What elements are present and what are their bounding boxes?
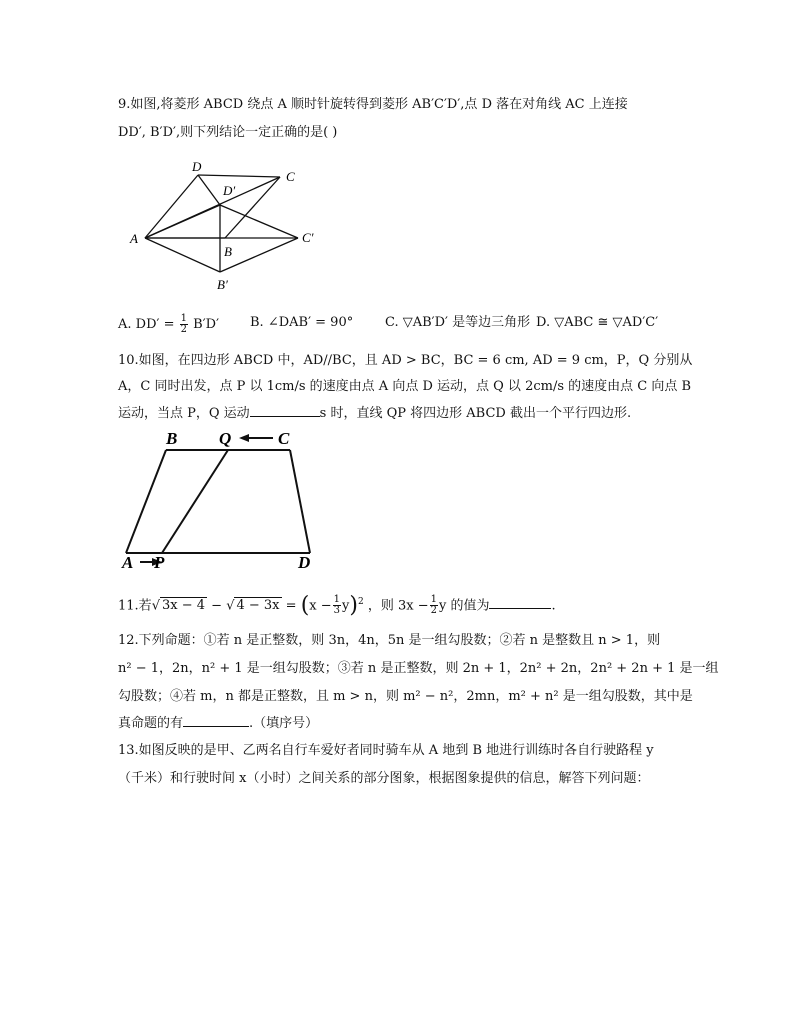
q9-label-C: C [286, 169, 295, 184]
q9-line1: 9.如图,将菱形 ABCD 绕点 A 顺时针旋转得到菱形 AB′C′D′,点 D 落在对角线 AC 上连接 [118, 97, 628, 112]
q9-label-B-prime: B′ [217, 277, 228, 292]
q13-line1: 13.如图反映的是甲、乙两名自行车爱好者同时骑车从 A 地到 B 地进行训练时各自行驶路程 y [118, 743, 654, 758]
q9-rhombus-figure [120, 155, 340, 295]
q12-line4 [118, 714, 318, 733]
q9-option-a-fraction [180, 314, 188, 335]
q11-fraction-2-num: 1 [430, 594, 437, 606]
q10-label-B: B [166, 429, 178, 448]
q11-end: . [551, 598, 556, 614]
q9-option-b: B. ∠DAB′ = 90° [250, 315, 354, 330]
q12-line1: 12.下列命题：①若 n 是正整数，则 3n，4n，5n 是一组勾股数；②若 n 是整数且 n > 1，则 [118, 633, 661, 648]
q11-fraction-1-den: 3 [333, 605, 341, 617]
q11-answer-blank[interactable] [489, 596, 551, 609]
q9-option-a-denominator: 2 [180, 324, 187, 335]
q11-equals: = [281, 598, 301, 614]
q11-middle: ，则 3x − [367, 598, 429, 614]
q11-fraction-1-num: 1 [333, 594, 341, 606]
q10-line3-start: 运动，当点 P，Q 运动 [118, 406, 250, 421]
q10-label-C: C [278, 429, 290, 448]
q11-exponent: 2 [357, 597, 364, 607]
q10-trapezoid-figure [118, 428, 328, 573]
q9-line2: DD′, B′D′,则下列结论一定正确的是( ) [118, 125, 338, 140]
q11-paren-b: y [342, 598, 350, 614]
q9-option-c: C. ▽AB′D′ 是等边三角形 [385, 315, 531, 330]
q12-answer-blank[interactable] [183, 714, 249, 727]
q11-radical-1: 3x − 4 [161, 598, 206, 614]
q9-label-A: A [130, 231, 138, 246]
q9-label-D: D [192, 159, 202, 174]
q12-line4-end: .（填序号） [249, 716, 319, 731]
q11-paren-a: x − [309, 598, 332, 614]
q9-option-a-suffix: B′D′ [193, 317, 220, 332]
q9-option-d: D. ▽ABC ≅ ▽AD′C′ [536, 315, 659, 330]
q12-line3: 勾股数；④若 m，n 都是正整数，且 m > n，则 m² − n²，2mn，m² + n² 是一组勾股数，其中是 [118, 689, 693, 704]
q10-line1: 10.如图，在四边形 ABCD 中，AD//BC，且 AD > BC，BC = 6 cm, AD = 9 cm，P，Q 分别从 [118, 353, 693, 368]
q10-line2: A，C 同时出发，点 P 以 1cm/s 的速度由点 A 向点 D 运动，点 Q 以 2cm/s 的速度由点 C 向点 B [118, 379, 692, 394]
q11-minus: − [207, 598, 227, 614]
q10-label-D: D [298, 553, 311, 572]
q11-radical-2: 4 − 3x [236, 598, 280, 614]
q12-line2: n² − 1，2n，n² + 1 是一组勾股数；③若 n 是正整数，则 2n + 1，2n² + 2n，2n² + 2n + 1 是一组 [118, 661, 719, 676]
q11-tail: y 的值为 [438, 598, 490, 614]
q9-label-C-prime: C′ [302, 230, 314, 245]
q10-line3 [118, 404, 631, 423]
q11-fraction-2-den: 2 [430, 605, 437, 617]
q10-line3-end: s 时，直线 QP 将四边形 ABCD 截出一个平行四边形. [319, 406, 632, 421]
q9-option-a-prefix: A. DD′ = [118, 317, 175, 332]
q11-fraction-2 [430, 595, 438, 616]
q11-prefix: 11.若 [118, 598, 152, 614]
q11-fraction-1 [333, 595, 341, 616]
q10-label-A: A [122, 553, 134, 572]
q12-line4-start: 真命题的有 [118, 716, 184, 731]
q9-option-a [118, 314, 219, 335]
q10-label-P: P [154, 553, 165, 572]
q10-label-Q: Q [219, 429, 232, 448]
q9-label-B: B [224, 244, 232, 259]
q9-label-D-prime: D′ [223, 183, 236, 198]
q9-option-a-numerator: 1 [180, 313, 187, 324]
q13-line2: （千米）和行驶时间 x（小时）之间关系的部分图象，根据图象提供的信息，解答下列问题： [118, 771, 650, 786]
q11-line: 11.若√ 3x − 4 − √ 4 − 3x = (x − $\frac{1}{3}$ y)$^2$ ，则 3x − $\frac{1}{2}$ y 的值为 . [118, 592, 556, 618]
q10-answer-blank[interactable] [250, 404, 320, 417]
